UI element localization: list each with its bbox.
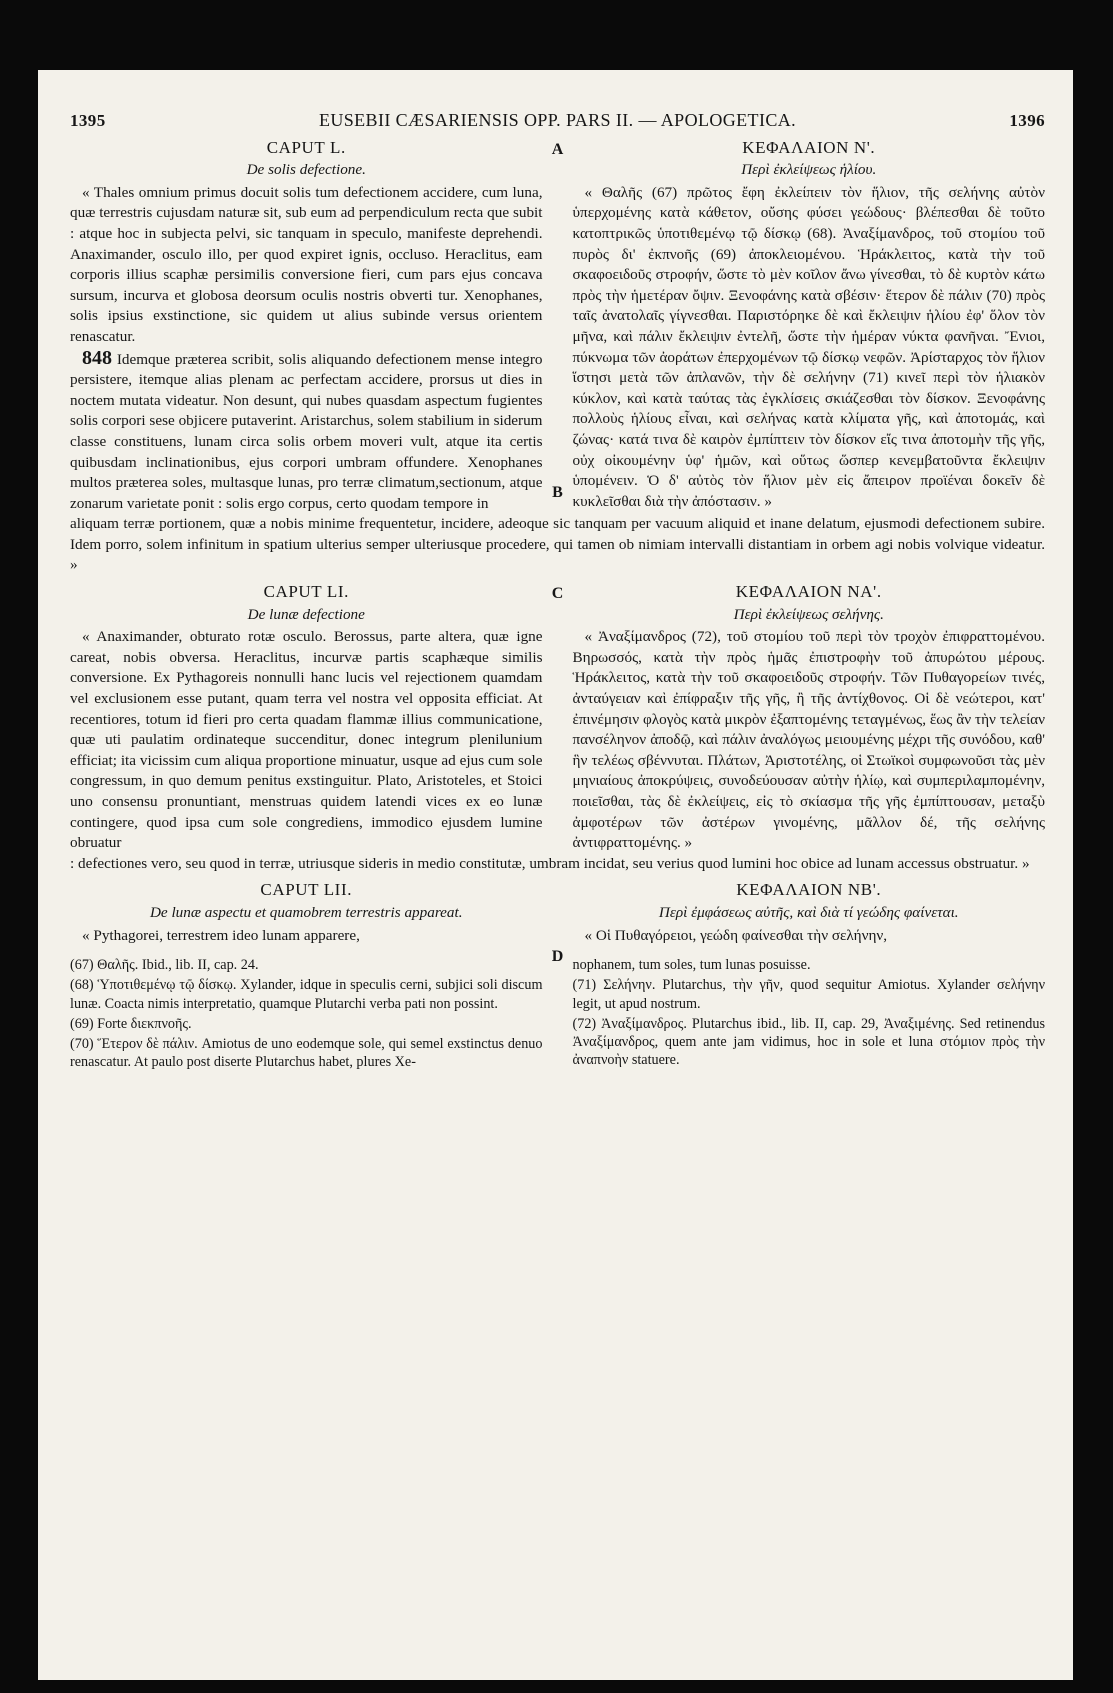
latin-paragraph: « Anaximander, obturato rotæ osculo. Berossus, parte altera, quæ igne careat, nobis obversa. Heraclitus, incurvæ partis scaphæque similis conversione. Ex Pythagoreis nonnulli hanc lucis vel rejectionem quamdam vel exclusionem esse putant, quam terra vel nostra vel opposita efficiat. At recentiores, totum id fieri pro certa quadam flammæ illius communicatione, quæ uti paulatim ordinateque succenditur, donec integrum plenilunium efficiat; ita vicissim cum aliqua proportione minuatur, usque ad ejus cum sole congressum, in quo demum penitus exstinguitur. Plato, Aristoteles, et Stoici uno consensu pronuntiant, menstruas quidem latendi vices ex eo lunæ contingere, quod ipsa cum sole congrediens, immodico ejusdem lumine obruatur (70, 628, 543, 852)
footnotes-left (70, 956, 543, 1073)
column-marker: D (550, 947, 566, 968)
latin-subtitle: De lunæ aspectu et quamobrem terrestris appareat. (149, 903, 463, 921)
footnote: (69) Forte διεκπνοῆς. (70, 1015, 192, 1032)
latin-heading: CAPUT LI. (263, 582, 349, 602)
greek-heading: ΚΕΦΑΛΑΙΟΝ ΝΒ'. (736, 880, 882, 900)
full-width-paragraph: : defectiones vero, seu quod in terræ, utriusque sideris in medio constitutæ, umbram incidat, seu verius quod lumini hoc obice ad lunam accessus obstruatur. » (70, 854, 1030, 872)
footnotes-right (573, 956, 1046, 1073)
footnote: (70) Ἕτερον δὲ πάλιν. Amiotus de uno eodemque sole, qui semel exstinctus denuo renascatur. At paulo post diserte Plutarchus habet, plures Xe- (70, 1035, 543, 1071)
latin-paragraph: « Thales omnium primus docuit solis tum defectionem accidere, cum luna, quæ terrestris cujusdam naturæ sit, sub eum ad perpendiculum recta que subit : atque hoc in subjecta pelvi, sic tanquam in speculo, manifeste deprehendi. Anaximander, osculo illo, per quod expiret ignis, occluso. Heraclitus, eam corporis illius scaphæ persimilis conversione fieri, cum pars ejus concava sursum, incurva et globosa deorsum oculis nostris obverti tur. Xenophanes, solis ipsius exstinctione, sic quidem ut alius subinde versus orientem renascatur. (70, 183, 543, 345)
latin-subtitle: De solis defectione. (246, 161, 366, 179)
latin-paragraph-continued (70, 348, 543, 515)
right-page-number: 1396 (1009, 111, 1045, 130)
latin-heading: CAPUT LII. (260, 880, 353, 900)
full-width-paragraph: aliquam terræ portionem, quæ a nobis minime frequentetur, incidere, adeoque sic tanquam per vacuum aliquid et inane delatum, ejusmodi defectionem subire. Idem porro, solem infinitum in spatium ulterius semper ulteriusque procedere, qui tamen ob nimiam intervalli distantiam in orbem agi nobis volvique videatur. » (70, 515, 1045, 574)
running-title: EUSEBII CÆSARIENSIS OPP. PARS II. — APOLOGETICA. (318, 110, 797, 130)
page (38, 70, 1073, 1680)
latin-column (70, 183, 543, 515)
section-1-body (70, 183, 1045, 515)
latin-heading: CAPUT L. (266, 137, 346, 157)
greek-paragraph: « Θαλῆς (67) πρῶτος ἔφη ἐκλείπειν τὸν ἥλιον, τῆς σελήνης αὐτὸν ὑπερχομένης κατὰ κάθετον, οὔσης φύσει γεώδους· βλέπεσθαι δὲ τοῦτο κατοπτρικῶς ὑποτιθεμένῳ τῷ δίσκῳ (68). Ἀναξίμανδρος, τοῦ στομίου τοῦ πυρὸς δι' ἐκπνοῆς (69) ἀποκλειομένου. Ἡράκλειτος, κατὰ τὴν τοῦ σκαφοειδοῦς στροφήν, ὥστε τὸ μὲν κοῖλον ἄνω γίνεσθαι, τὸ δὲ κυρτὸν κάτω πρὸς τὴν ἡμετέραν ὄψιν. Ξενοφάνης κατὰ σβέσιν· ἕτερον δὲ πάλιν (70) πρὸς ταῖς ἀνατολαῖς γίγνεσθαι. Παριστόρηκε δὲ καὶ ἔκλειψιν ἡλίου ἐφ' ὅλον τὸν μῆνα, καὶ πάλιν ἔκλειψιν ἐντελῆ, ὥστε τὴν ἡμέραν νύκτα φανῆναι. Ἔνιοι, πύκνωμα τῶν ἀοράτων ἐπερχομένων τῷ δίσκῳ νεφῶν. Ἀρίσταρχος τὸν ἥλιον ἵστησι μετὰ τῶν ἀπλανῶν, τὴν δὲ σελήνην (71) κινεῖ περὶ τὸν ἡλιακὸν κύκλον, καὶ κατὰ ταύτας τὰς ἐγκλίσεις σκιάζεσθαι τὸν δίσκον. Ξενοφάνης πολλοὺς ἡλίους εἶναι, καὶ σελήνας κατὰ κλίματα γῆς, καὶ ἀποτομάς, καὶ ζώνας· κατά τινα δὲ καιρὸν ἐμπίπτειν τὸν δίσκον εἴς τινα ἀποτομὴν τῆς γῆς, οὐχ οἰκουμένην ὑφ' ἡμῶν, καὶ οὕτως ὥσπερ κενεμβατοῦντα ἔκλειψιν ὑπομένειν. Ὁ δ' αὐτὸς τὸν ἥλιον μὲν εἰς ἄπειρον προϊέναι δοκεῖν δὲ κυκλεῖσθαι διὰ τὴν ἀπόστασιν. » (572, 183, 1045, 510)
greek-heading: ΚΕΦΑΛΑΙΟΝ Ν'. (742, 137, 876, 157)
section-1-heads (70, 136, 1045, 183)
greek-subtitle: Περὶ ἐμφάσεως αὐτῆς, καὶ διὰ τί γεώδης φαίνεται. (658, 903, 959, 921)
column-marker: C (550, 584, 566, 605)
column-number: 848 (82, 346, 112, 369)
greek-column (573, 183, 1046, 515)
greek-heading: ΚΕΦΑΛΑΙΟΝ ΝΑ'. (735, 582, 882, 602)
latin-paragraph: « Pythagorei, terrestrem ideo lunam apparere, (82, 926, 360, 944)
left-page-number: 1395 (70, 111, 106, 130)
greek-subtitle: Περὶ ἐκλείψεως ἡλίου. (741, 161, 877, 179)
section-3-heads (70, 878, 1045, 925)
latin-subtitle: De lunæ defectione (247, 605, 365, 623)
latin-text: Idemque præterea scribit, solis aliquando defectionem mense integro persistere, itemque alias plenam ac perfectam accidere, prorsus ut dies in noctem mutata videatur. Non desunt, qui nubes quasdam aspectum fugientes solis corpori sese objicere putaverint. Aristarchus, solem stabilium in siderum classe constituens, lunam circa solis orbem moveri vult, atque ita certis quibusdam inclinationibus, ejus corpori umbram offundere. Xenophanes multos præterea soles, multasque lunas, pro terræ climatum,sectionum, atque zonarum varietate ponit : solis ergo corpus, certo quodam tempore in (70, 350, 543, 512)
column-marker: B (550, 483, 565, 504)
section-2-heads (70, 580, 1045, 627)
footnote: (72) Ἀναξίμανδρος. Plutarchus ibid., lib. II, cap. 29, Ἀναξιμένης. Sed retinendus Ἀναξίμανδρος, quem ante jam vidimus, hoc in sole et luna στόμιον πρὸς τὴν ἀναπνοὴν statuere. (572, 1015, 1045, 1069)
latin-column (70, 627, 543, 854)
footnote: (68) Ὑποτιθεμένῳ τῷ δίσκῳ. Xylander, idque in speculis cerni, subjici soli discum lunæ. Coacta nimis interpretatio, quamque Plutarchi verba pati non possint. (70, 977, 543, 1012)
footnote: nophanem, tum soles, tum lunas posuisse. (572, 957, 811, 974)
footnotes (70, 956, 1045, 1073)
footnote: (71) Σελήνην. Plutarchus, τὴν γῆν, quod sequitur Amiotus. Xylander σελήνην legit, ut apud nostrum. (572, 977, 1045, 1012)
section-3-body (70, 926, 1045, 947)
greek-subtitle: Περὶ ἐκλείψεως σελήνης. (733, 605, 884, 623)
footnote: (67) Θαλῆς. Ibid., lib. II, cap. 24. (70, 957, 259, 974)
greek-column (573, 627, 1046, 854)
greek-paragraph: « Οἱ Πυθαγόρειοι, γεώδη φαίνεσθαι τὴν σελήνην, (584, 926, 888, 944)
running-head (70, 110, 1045, 132)
column-marker: A (550, 140, 566, 161)
greek-paragraph: « Ἀναξίμανδρος (72), τοῦ στομίου τοῦ περὶ τὸν τροχὸν ἐπιφραττομένου. Βηρωσσός, κατὰ τὴν πρὸς ἡμᾶς ἐπιστροφὴν τοῦ ἀπυρώτου μέρους. Ἡράκλειτος, κατὰ τὴν τοῦ σκαφοειδοῦς στροφήν. Τῶν Πυθαγορείων τινές, ἀνταύγειαν καὶ ἐπίφραξιν τῆς γῆς, ἢ τῆς ἀντίχθονος. Οἱ δὲ νεώτεροι, κατ' ἐπινέμησιν φλογὸς κατὰ μικρὸν ἐξαπτομένης τεταγμένως, ἕως ἂν τὴν τελείαν πανσέληνον ἀποδῷ, καὶ πάλιν ἀναλόγως μειουμένης μέχρι τῆς συνόδου, καθ' ἣν τελέως σβέννυται. Πλάτων, Ἀριστοτέλης, οἱ Στωϊκοὶ συμφωνοῦσι τὰς μὲν μηνιαίους ἀποκρύψεις, συνοδεύουσαν αὐτὴν ἡλίῳ, καὶ συμπεριλαμπομένην, ποιεῖσθαι, τὰς δὲ ἐκλείψεις, εἰς τὸ σκίασμα τῆς γῆς ἐμπίπτουσαν, μεταξὺ ἀμφοτέρων τῶν ἀστέρων γινομένης, μᾶλλον δέ, τῆς σελήνης ἀντιφραττομένης. » (572, 628, 1045, 852)
